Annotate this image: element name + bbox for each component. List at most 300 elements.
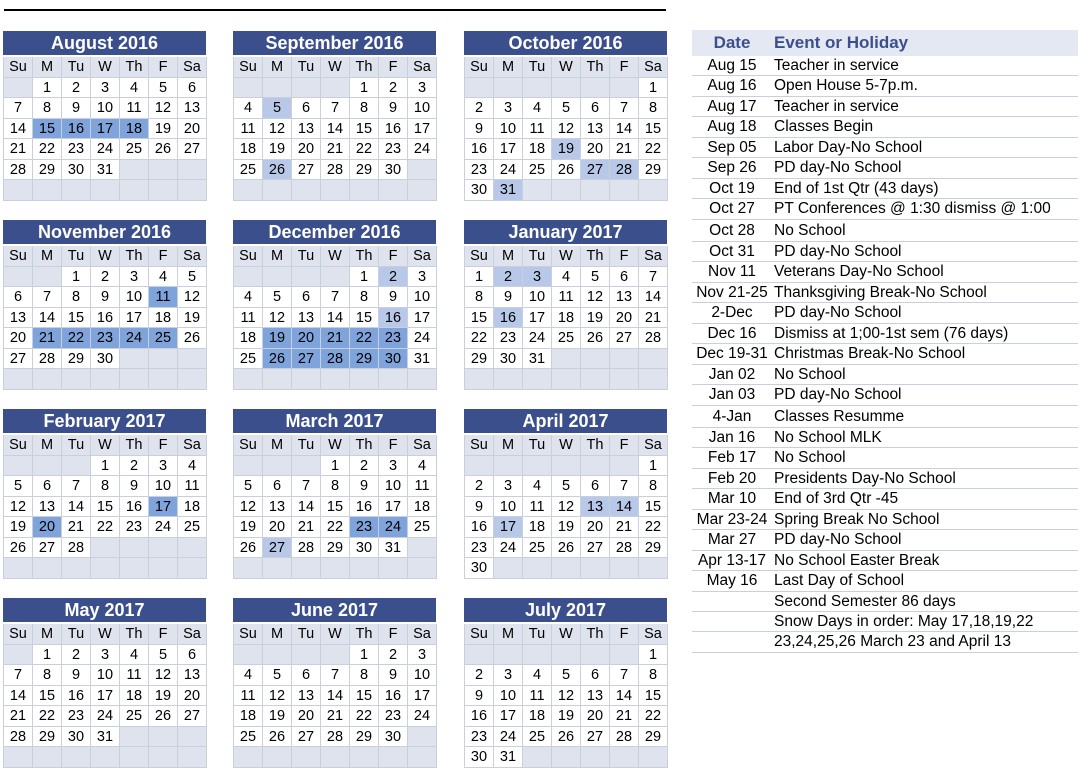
month-grid: [233, 435, 436, 579]
calendar-day: 10: [523, 287, 552, 308]
weekday-header: F: [149, 624, 178, 645]
calendar-day: 9: [120, 476, 149, 497]
calendar-day: 23: [120, 517, 149, 538]
event-description: End of 3rd Qtr -45: [774, 490, 899, 508]
calendar-day: 20: [33, 517, 62, 538]
calendar-empty-cell: [4, 267, 33, 288]
calendar-day: 12: [552, 119, 581, 140]
calendar-empty-cell: [263, 78, 292, 99]
calendar-day: 28: [4, 727, 33, 748]
month-calendar: [3, 598, 206, 768]
calendar-day: 8: [91, 476, 120, 497]
calendar-day: 27: [581, 727, 610, 748]
calendar-day: 6: [263, 476, 292, 497]
calendar-day: 24: [379, 517, 408, 538]
calendar-day: 22: [639, 517, 668, 538]
calendar-day: 22: [350, 139, 379, 160]
calendar-day: 30: [350, 538, 379, 559]
weekday-header: W: [552, 57, 581, 78]
calendar-empty-cell: [33, 747, 62, 768]
calendar-empty-cell: [149, 160, 178, 181]
calendar-day: 3: [149, 456, 178, 477]
event-date: Oct 31: [709, 243, 755, 260]
calendar-day: 10: [149, 476, 178, 497]
calendar-day: 15: [33, 119, 62, 140]
event-description: PD day-No School: [774, 304, 902, 322]
weekday-header: Tu: [62, 57, 91, 78]
calendar-day: 22: [321, 517, 350, 538]
calendar-day: 31: [494, 180, 523, 201]
event-description: No School MLK: [774, 429, 882, 446]
calendar-day: 29: [639, 160, 668, 181]
calendar-empty-cell: [149, 369, 178, 390]
calendar-day: 30: [465, 747, 494, 768]
calendar-empty-cell: [62, 369, 91, 390]
weekday-header: W: [321, 246, 350, 267]
calendar-day: 13: [610, 287, 639, 308]
calendar-day: 27: [292, 349, 321, 370]
calendar-day: 16: [120, 497, 149, 518]
calendar-day: 15: [62, 308, 91, 329]
calendar-day: 14: [321, 686, 350, 707]
calendar-empty-cell: [379, 747, 408, 768]
calendar-day: 7: [321, 98, 350, 119]
calendar-day: 15: [350, 119, 379, 140]
event-description: Dismiss at 1;00-1st sem (76 days): [774, 324, 1009, 342]
calendar-empty-cell: [321, 267, 350, 288]
calendar-day: 22: [350, 706, 379, 727]
calendar-day: 11: [523, 119, 552, 140]
calendar-day: 17: [408, 308, 437, 329]
event-description: PD day-No School: [774, 531, 902, 549]
calendar-day: 10: [408, 287, 437, 308]
month-calendar: [3, 31, 206, 201]
calendar-day: 6: [292, 665, 321, 686]
calendar-empty-cell: [234, 78, 263, 99]
event-date: Feb 20: [707, 469, 757, 487]
calendar-day: 19: [149, 119, 178, 140]
calendar-day: 6: [178, 645, 207, 666]
calendar-day: 24: [494, 538, 523, 559]
event-row: [692, 158, 1078, 178]
calendar-day: 28: [33, 349, 62, 370]
calendar-day: 16: [494, 308, 523, 329]
calendar-day: 9: [494, 287, 523, 308]
weekday-header: Th: [350, 57, 379, 78]
calendar-day: 13: [292, 686, 321, 707]
calendar-day: 14: [639, 287, 668, 308]
calendar-day: 14: [4, 119, 33, 140]
weekday-header: M: [33, 624, 62, 645]
calendar-day: 4: [523, 476, 552, 497]
calendar-day: 13: [33, 497, 62, 518]
month-grid: [3, 624, 206, 768]
weekday-header: Tu: [62, 624, 91, 645]
calendar-empty-cell: [178, 160, 207, 181]
calendar-day: 13: [292, 308, 321, 329]
calendar-empty-cell: [581, 747, 610, 768]
calendar-day: 7: [639, 267, 668, 288]
calendar-day: 31: [408, 349, 437, 370]
calendar-day: 5: [263, 98, 292, 119]
calendar-day: 21: [33, 328, 62, 349]
calendar-empty-cell: [149, 727, 178, 748]
calendar-day: 25: [149, 328, 178, 349]
calendar-day: 25: [120, 706, 149, 727]
calendar-day: 30: [379, 727, 408, 748]
month-grid: [233, 57, 436, 201]
event-description: PD day-No School: [774, 386, 902, 404]
calendar-empty-cell: [33, 369, 62, 390]
calendar-empty-cell: [263, 267, 292, 288]
event-date: Feb 17: [707, 449, 757, 467]
calendar-day: 8: [33, 98, 62, 119]
calendar-day: 8: [321, 476, 350, 497]
calendar-empty-cell: [292, 369, 321, 390]
calendar-day: 4: [408, 456, 437, 477]
calendar-empty-cell: [408, 180, 437, 201]
calendar-day: 27: [263, 538, 292, 559]
calendar-day: 18: [408, 497, 437, 518]
calendar-empty-cell: [639, 349, 668, 370]
calendar-day: 21: [4, 139, 33, 160]
weekday-header: F: [379, 246, 408, 267]
calendar-day: 25: [523, 727, 552, 748]
calendar-day: 25: [120, 139, 149, 160]
calendar-day: 3: [91, 645, 120, 666]
calendar-day: 26: [178, 328, 207, 349]
event-row: [692, 365, 1078, 385]
month-grid: [464, 57, 667, 201]
weekday-header: M: [494, 57, 523, 78]
calendar-empty-cell: [120, 349, 149, 370]
calendar-empty-cell: [263, 747, 292, 768]
calendar-day: 3: [494, 476, 523, 497]
calendar-day: 5: [552, 665, 581, 686]
calendar-empty-cell: [408, 369, 437, 390]
calendar-empty-cell: [91, 558, 120, 579]
calendar-empty-cell: [610, 747, 639, 768]
weekday-header: Th: [120, 435, 149, 456]
calendar-day: 31: [91, 160, 120, 181]
calendar-day: 24: [494, 160, 523, 181]
weekday-header: Su: [465, 435, 494, 456]
calendar-day: 21: [321, 139, 350, 160]
calendar-day: 30: [465, 558, 494, 579]
weekday-header: F: [379, 435, 408, 456]
event-description: Classes Resumme: [774, 407, 905, 425]
calendar-day: 5: [149, 78, 178, 99]
calendar-day: 9: [91, 287, 120, 308]
calendar-empty-cell: [523, 747, 552, 768]
month-grid: [233, 624, 436, 768]
calendar-day: 19: [149, 686, 178, 707]
month-grid: [233, 246, 436, 390]
calendar-day: 11: [523, 686, 552, 707]
calendar-day: 4: [120, 645, 149, 666]
calendar-empty-cell: [120, 538, 149, 559]
weekday-header: M: [263, 57, 292, 78]
calendar-day: 1: [350, 267, 379, 288]
calendar-day: 13: [581, 686, 610, 707]
calendar-day: 16: [62, 119, 91, 140]
calendar-day: 31: [91, 727, 120, 748]
calendar-day: 3: [379, 456, 408, 477]
calendar-empty-cell: [321, 645, 350, 666]
calendar-day: 13: [581, 119, 610, 140]
calendar-empty-cell: [62, 180, 91, 201]
calendar-day: 23: [350, 517, 379, 538]
calendar-empty-cell: [350, 369, 379, 390]
calendar-day: 3: [494, 665, 523, 686]
calendar-empty-cell: [62, 747, 91, 768]
calendar-day: 10: [408, 665, 437, 686]
month-calendar: [3, 220, 206, 390]
calendar-day: 17: [379, 497, 408, 518]
calendar-day: 17: [91, 686, 120, 707]
calendar-empty-cell: [350, 558, 379, 579]
calendar-day: 18: [178, 497, 207, 518]
event-date: Sep 26: [707, 159, 757, 177]
calendar-empty-cell: [234, 558, 263, 579]
calendar-day: 1: [350, 645, 379, 666]
calendar-day: 2: [379, 645, 408, 666]
calendar-day: 8: [350, 665, 379, 686]
event-description: Veterans Day-No School: [774, 263, 944, 281]
calendar-day: 21: [610, 517, 639, 538]
calendar-empty-cell: [178, 349, 207, 370]
calendar-empty-cell: [610, 180, 639, 201]
calendar-empty-cell: [523, 558, 552, 579]
calendar-day: 18: [523, 517, 552, 538]
calendar-day: 11: [523, 497, 552, 518]
weekday-header: Sa: [178, 246, 207, 267]
weekday-header: Tu: [62, 435, 91, 456]
event-description: End of 1st Qtr (43 days): [774, 179, 939, 197]
calendar-empty-cell: [4, 180, 33, 201]
calendar-empty-cell: [149, 538, 178, 559]
calendar-empty-cell: [639, 369, 668, 390]
calendar-day: 9: [379, 665, 408, 686]
calendar-day: 25: [523, 160, 552, 181]
calendar-empty-cell: [178, 747, 207, 768]
event-date: 2-Dec: [711, 304, 753, 322]
weekday-header: Tu: [62, 246, 91, 267]
calendar-day: 5: [234, 476, 263, 497]
weekday-header: Tu: [292, 624, 321, 645]
calendar-day: 30: [494, 349, 523, 370]
calendar-empty-cell: [4, 558, 33, 579]
calendar-day: 24: [91, 706, 120, 727]
calendar-day: 12: [263, 119, 292, 140]
calendar-day: 6: [292, 98, 321, 119]
calendar-empty-cell: [523, 645, 552, 666]
calendar-day: 25: [523, 538, 552, 559]
weekday-header: Th: [350, 246, 379, 267]
calendar-day: 31: [379, 538, 408, 559]
event-date: Mar 10: [707, 490, 757, 508]
calendar-day: 30: [379, 349, 408, 370]
calendar-day: 27: [33, 538, 62, 559]
month-grid: [464, 624, 667, 768]
calendar-day: 3: [120, 267, 149, 288]
month-calendar: [464, 31, 667, 201]
calendar-day: 3: [408, 645, 437, 666]
calendar-day: 18: [552, 308, 581, 329]
calendar-empty-cell: [91, 538, 120, 559]
calendar-day: 26: [263, 349, 292, 370]
calendar-day: 13: [263, 497, 292, 518]
calendar-day: 2: [91, 267, 120, 288]
calendar-empty-cell: [91, 180, 120, 201]
calendar-day: 5: [4, 476, 33, 497]
weekday-header: M: [263, 624, 292, 645]
calendar-empty-cell: [610, 558, 639, 579]
weekday-header: F: [149, 57, 178, 78]
calendar-empty-cell: [494, 78, 523, 99]
calendar-day: 16: [91, 308, 120, 329]
month-title: April 2017: [464, 409, 667, 433]
calendar-empty-cell: [33, 456, 62, 477]
calendar-day: 12: [149, 98, 178, 119]
event-date: Aug 17: [707, 97, 757, 115]
calendar-empty-cell: [639, 558, 668, 579]
calendar-day: 11: [234, 686, 263, 707]
event-row: [692, 632, 1078, 652]
event-description: PD day-No School: [774, 159, 902, 177]
event-date: Aug 16: [707, 77, 757, 95]
event-row: [692, 76, 1078, 96]
events-header-event: Event or Holiday: [774, 33, 909, 52]
event-description: Classes Begin: [774, 118, 874, 136]
calendar-day: 15: [33, 686, 62, 707]
calendar-day: 9: [465, 686, 494, 707]
event-date: Nov 11: [708, 263, 756, 281]
calendar-day: 28: [321, 160, 350, 181]
calendar-day: 27: [610, 328, 639, 349]
calendar-day: 11: [234, 308, 263, 329]
weekday-header: W: [321, 624, 350, 645]
calendar-day: 27: [292, 727, 321, 748]
calendar-day: 7: [33, 287, 62, 308]
calendar-day: 16: [465, 706, 494, 727]
calendar-day: 23: [465, 160, 494, 181]
calendar-day: 16: [62, 686, 91, 707]
weekday-header: F: [610, 246, 639, 267]
calendar-day: 8: [465, 287, 494, 308]
calendar-day: 14: [321, 119, 350, 140]
calendar-day: 6: [4, 287, 33, 308]
event-row: [692, 551, 1078, 571]
calendar-day: 8: [639, 98, 668, 119]
calendar-empty-cell: [408, 558, 437, 579]
month-title: March 2017: [233, 409, 436, 433]
calendar-empty-cell: [4, 747, 33, 768]
weekday-header: Su: [4, 624, 33, 645]
weekday-header: Sa: [408, 435, 437, 456]
calendar-empty-cell: [379, 558, 408, 579]
calendar-day: 13: [581, 497, 610, 518]
weekday-header: Tu: [523, 246, 552, 267]
events-table: [692, 30, 1078, 653]
calendar-day: 3: [408, 78, 437, 99]
calendar-day: 12: [263, 308, 292, 329]
calendar-day: 19: [178, 308, 207, 329]
calendar-empty-cell: [639, 747, 668, 768]
weekday-header: Tu: [292, 246, 321, 267]
calendar-day: 1: [321, 456, 350, 477]
event-row: [692, 406, 1078, 429]
weekday-header: Su: [234, 435, 263, 456]
weekday-header: Su: [234, 57, 263, 78]
calendar-empty-cell: [234, 369, 263, 390]
calendar-day: 22: [91, 517, 120, 538]
calendar-day: 21: [610, 706, 639, 727]
event-description: No School: [774, 449, 846, 467]
calendar-day: 8: [350, 287, 379, 308]
calendar-day: 2: [350, 456, 379, 477]
calendar-day: 13: [292, 119, 321, 140]
calendar-empty-cell: [234, 747, 263, 768]
calendar-day: 27: [178, 139, 207, 160]
calendar-day: 17: [523, 308, 552, 329]
event-description: 23,24,25,26 March 23 and April 13: [774, 633, 1011, 651]
month-title: October 2016: [464, 31, 667, 55]
calendar-day: 6: [610, 267, 639, 288]
weekday-header: W: [552, 624, 581, 645]
calendar-empty-cell: [33, 558, 62, 579]
calendar-day: 26: [581, 328, 610, 349]
calendar-empty-cell: [523, 369, 552, 390]
calendar-day: 21: [292, 517, 321, 538]
calendar-day: 23: [494, 328, 523, 349]
calendar-day: 18: [234, 328, 263, 349]
calendar-empty-cell: [263, 180, 292, 201]
calendar-day: 26: [552, 160, 581, 181]
calendar-empty-cell: [178, 558, 207, 579]
weekday-header: W: [552, 246, 581, 267]
event-row: [692, 344, 1078, 364]
weekday-header: Su: [4, 435, 33, 456]
calendar-empty-cell: [552, 558, 581, 579]
calendar-empty-cell: [465, 369, 494, 390]
calendar-day: 6: [581, 665, 610, 686]
event-date: Aug 18: [707, 118, 757, 136]
calendar-day: 14: [610, 686, 639, 707]
calendar-day: 27: [178, 706, 207, 727]
weekday-header: W: [91, 435, 120, 456]
calendar-empty-cell: [465, 78, 494, 99]
event-row: [692, 571, 1078, 591]
event-description: PT Conferences @ 1:30 dismiss @ 1:00: [774, 200, 1051, 218]
month-grid: [3, 246, 206, 390]
calendar-empty-cell: [292, 78, 321, 99]
calendar-empty-cell: [552, 349, 581, 370]
calendar-day: 12: [178, 287, 207, 308]
calendar-day: 1: [33, 645, 62, 666]
calendar-empty-cell: [120, 369, 149, 390]
calendar-empty-cell: [552, 456, 581, 477]
calendar-day: 17: [408, 119, 437, 140]
calendar-day: 16: [379, 686, 408, 707]
event-description: Teacher in service: [774, 57, 899, 74]
calendar-day: 7: [610, 476, 639, 497]
month-calendar: [233, 409, 436, 579]
calendar-day: 25: [178, 517, 207, 538]
calendar-day: 19: [552, 517, 581, 538]
calendar-day: 19: [552, 706, 581, 727]
calendar-empty-cell: [4, 456, 33, 477]
